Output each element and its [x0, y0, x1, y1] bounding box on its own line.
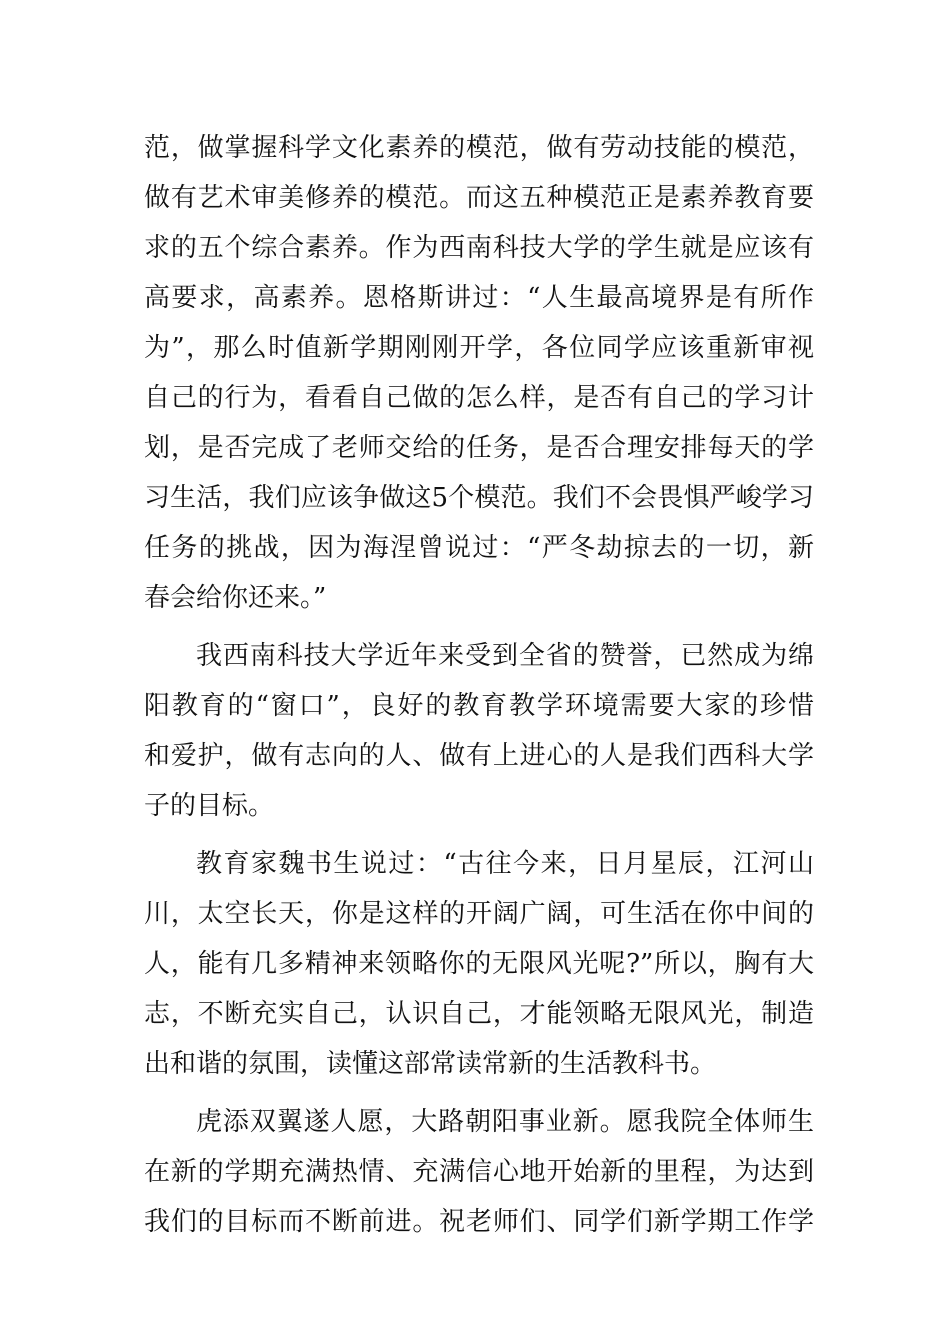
- paragraph-4: [144, 1097, 814, 1247]
- paragraph-line: 我们的目标而不断前进。祝老师们、同学们新学期工作学: [144, 1207, 814, 1237]
- paragraph-line: 自己的行为，看看自己做的怎么样，是否有自己的学习计: [144, 383, 814, 413]
- document-body: [144, 123, 814, 1247]
- paragraph-line: 春会给你还来。”: [144, 583, 327, 613]
- paragraph-2: [144, 631, 814, 831]
- paragraph-line: 做有艺术审美修养的模范。而这五种模范正是素养教育要: [144, 183, 814, 213]
- paragraph-line: 志，不断充实自己，认识自己，才能领略无限风光，制造: [144, 999, 814, 1029]
- paragraph-line: 求的五个综合素养。作为西南科技大学的学生就是应该有: [144, 233, 814, 263]
- paragraph-line: 任务的挑战，因为海涅曾说过：“严冬劫掠去的一切，新: [144, 533, 814, 563]
- paragraph-line: 人，能有几多精神来领略你的无限风光呢?”所以，胸有大: [144, 949, 814, 979]
- paragraph-line: 范，做掌握科学文化素养的模范，做有劳动技能的模范，: [144, 133, 814, 163]
- paragraph-1: [144, 123, 814, 623]
- paragraph-line: 我西南科技大学近年来受到全省的赞誉，已然成为绵: [196, 641, 814, 671]
- paragraph-line: 习生活，我们应该争做这5个模范。我们不会畏惧严峻学习: [144, 483, 814, 513]
- paragraph-line: 和爱护，做有志向的人、做有上进心的人是我们西科大学: [144, 741, 814, 771]
- paragraph-line: 划，是否完成了老师交给的任务，是否合理安排每天的学: [144, 433, 814, 463]
- paragraph-line: 子的目标。: [144, 791, 275, 821]
- paragraph-line: 教育家魏书生说过：“古往今来，日月星辰，江河山: [196, 849, 814, 879]
- paragraph-line: 川，太空长天，你是这样的开阔广阔，可生活在你中间的: [144, 899, 814, 929]
- paragraph-line: 出和谐的氛围，读懂这部常读常新的生活教科书。: [144, 1049, 717, 1079]
- paragraph-line: 在新的学期充满热情、充满信心地开始新的里程，为达到: [144, 1157, 814, 1187]
- paragraph-3: [144, 839, 814, 1089]
- paragraph-line: 阳教育的“窗口”，良好的教育教学环境需要大家的珍惜: [144, 691, 814, 721]
- paragraph-line: 虎添双翼遂人愿，大路朝阳事业新。愿我院全体师生: [196, 1107, 814, 1137]
- paragraph-line: 高要求，高素养。恩格斯讲过：“人生最高境界是有所作: [144, 283, 814, 313]
- paragraph-line: 为”，那么时值新学期刚刚开学，各位同学应该重新审视: [144, 333, 814, 363]
